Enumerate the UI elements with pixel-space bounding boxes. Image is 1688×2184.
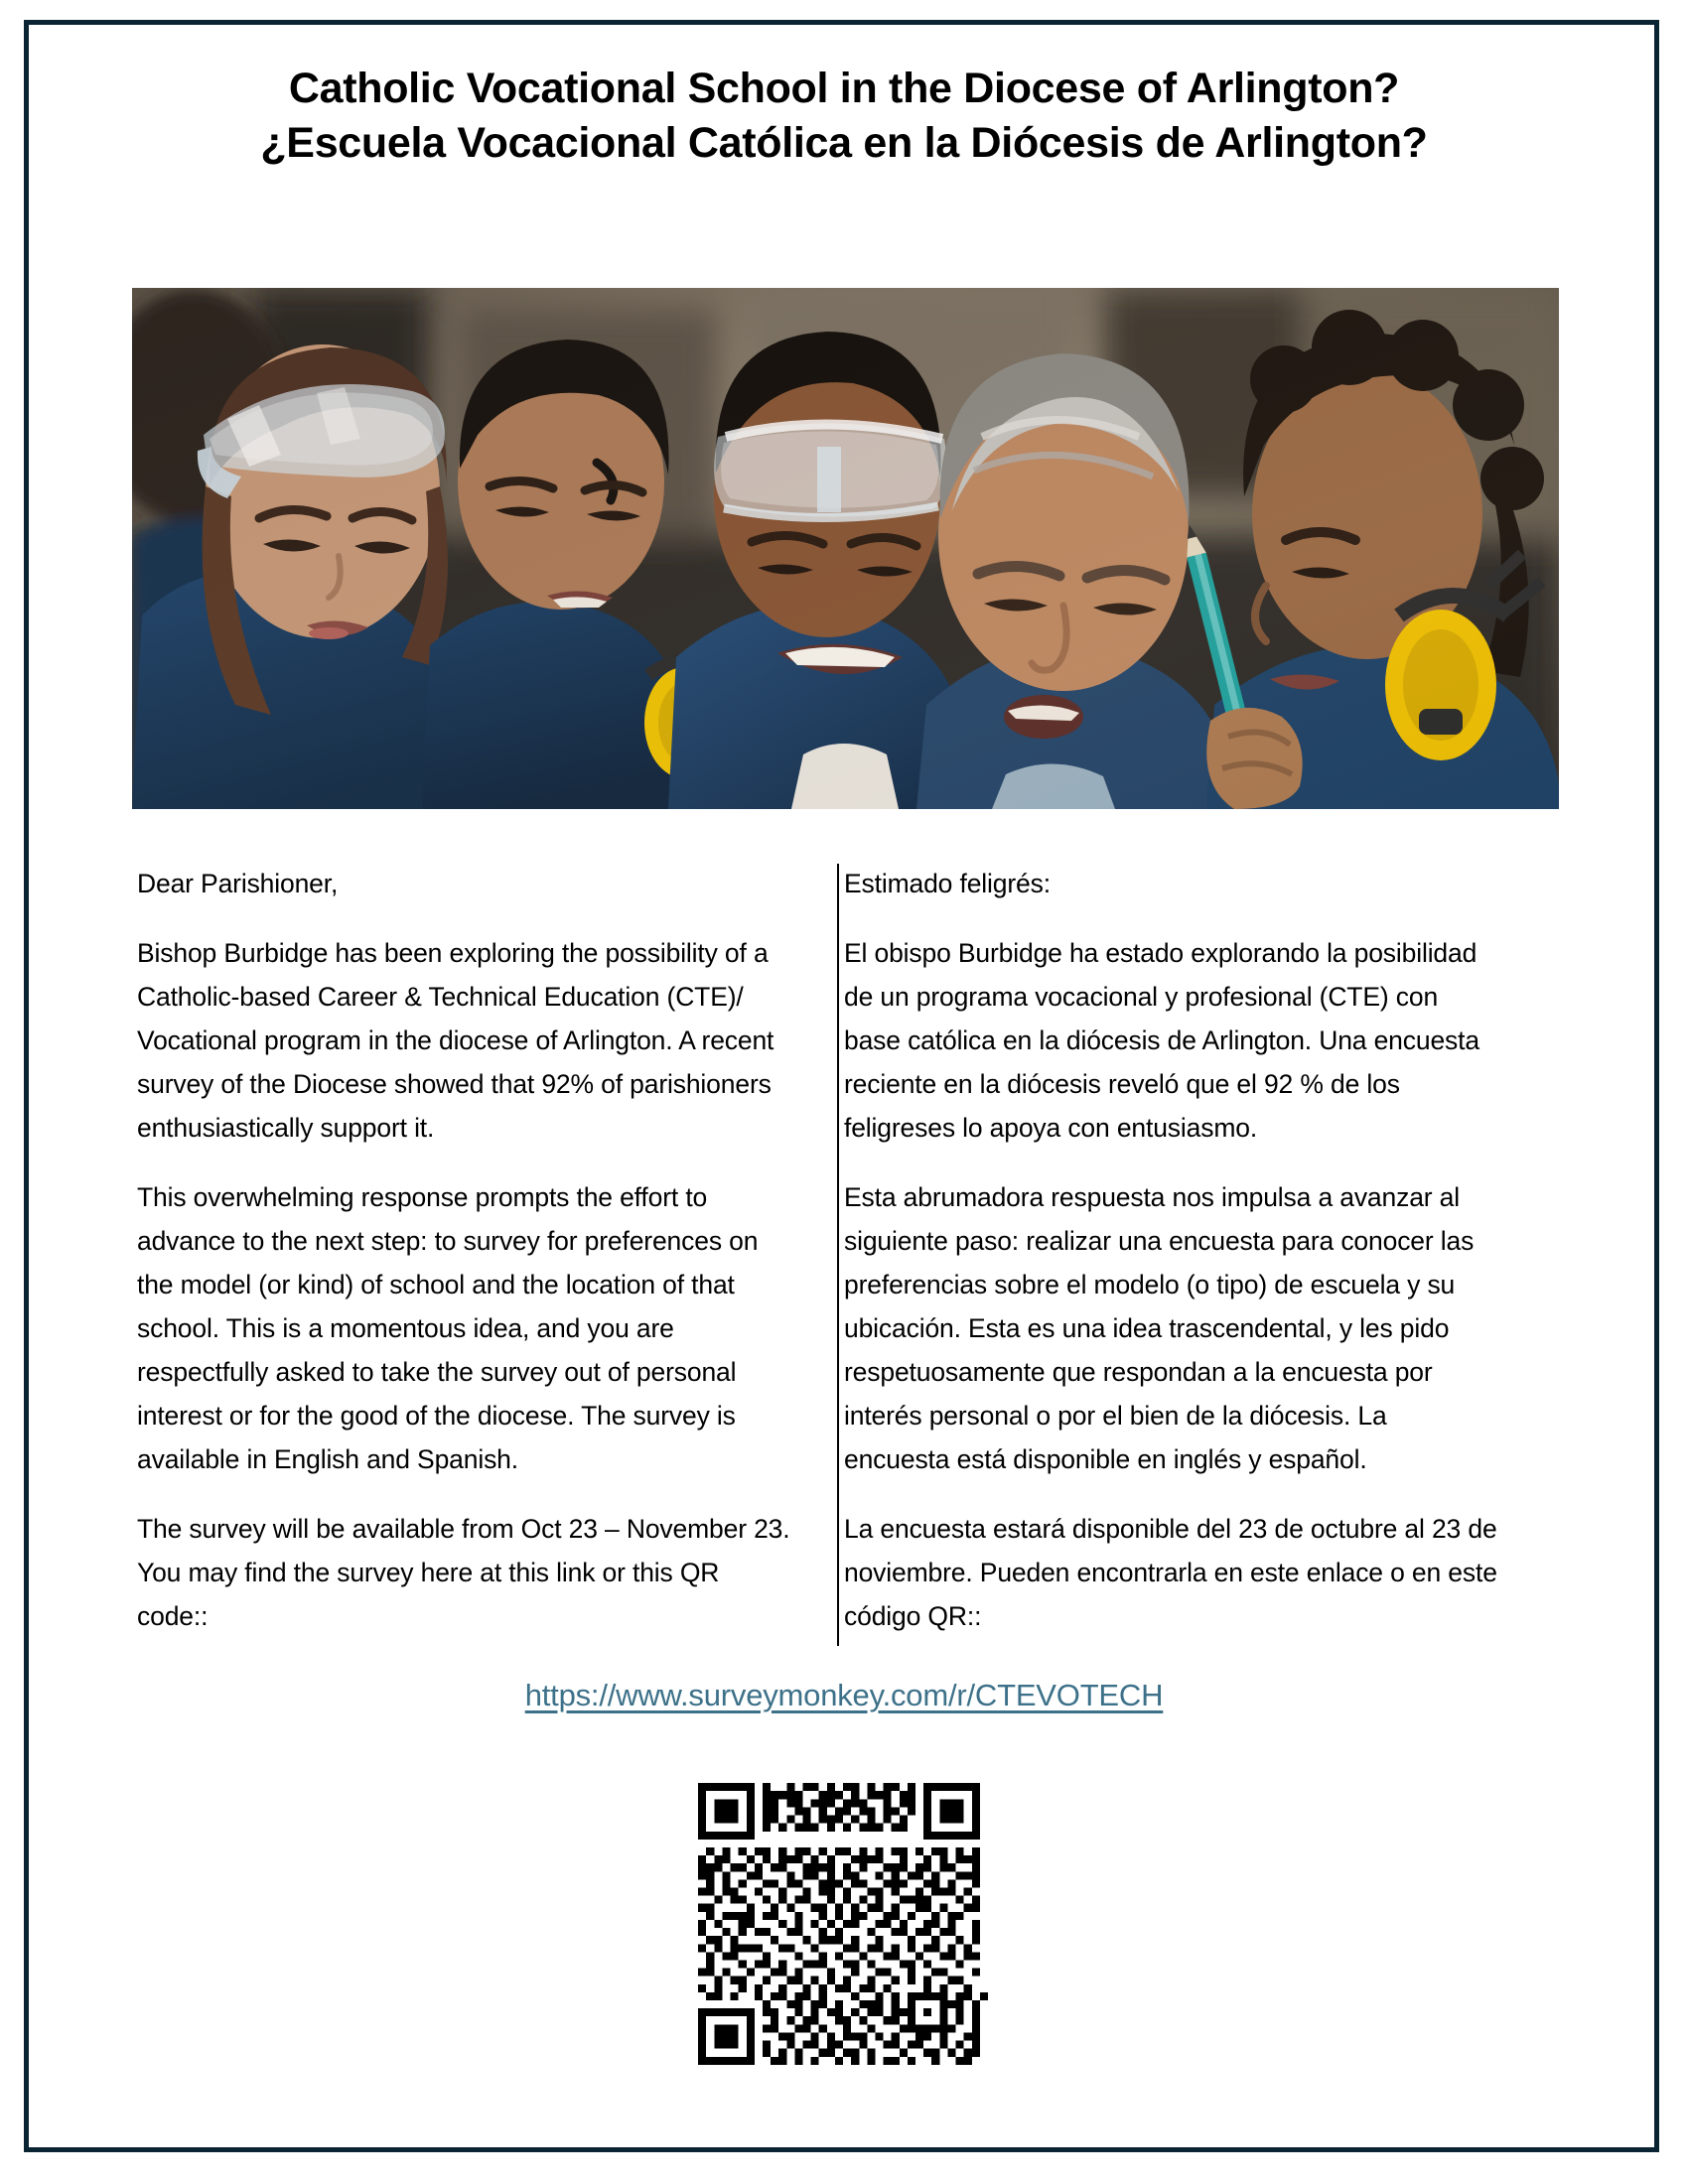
spanish-letter-column [844, 862, 1499, 1638]
spanish-paragraph-2: Esta abrumadora respuesta nos impulsa a avanzar al siguiente paso: realizar una encuesta para conocer las preferencias sobre el modelo (o tipo) de escuela y su ubicación. Esta es una idea trascendental, y les pido respetuosamente que respondan a la encuesta por interés personal o por el bien de la diócesis. La encuesta está disponible en inglés y español. [844, 1182, 1475, 1474]
survey-qr-code[interactable] [678, 1775, 1000, 2073]
english-paragraph-1: Bishop Burbidge has been exploring the possibility of a Catholic-based Career & Technical Education (CTE)/ Vocational program in the diocese of Arlington. A recent survey of the Diocese showed that 92% of parishioners enthusiastically support it. [137, 938, 774, 1143]
english-paragraph-3: The survey will be available from Oct 23 – November 23. You may find the survey here at this link or this QR code:: [137, 1514, 790, 1631]
photo-illustration [132, 288, 1559, 809]
title-english: Catholic Vocational School in the Diocese of Arlington? [288, 65, 1400, 112]
survey-link-row [0, 1678, 1688, 1713]
spanish-salutation: Estimado feligrés: [844, 869, 1051, 898]
page-title [149, 62, 1539, 171]
survey-link[interactable]: https://www.surveymonkey.com/r/CTEVOTECH [524, 1678, 1164, 1712]
english-letter-column [137, 862, 792, 1638]
qr-code-icon [678, 1775, 1000, 2073]
english-salutation: Dear Parishioner, [137, 869, 339, 898]
column-divider [837, 864, 839, 1646]
letter-columns [137, 862, 1537, 1656]
title-spanish: ¿Escuela Vocacional Católica en la Diócesis de Arlington? [260, 119, 1428, 167]
english-paragraph-2: This overwhelming response prompts the effort to advance to the next step: to survey for preferences on the model (or kind) of school and the location of that school. This is a momentous idea, and you are respectfully asked to take the survey out of personal interest or for the good of the diocese. The survey is available in English and Spanish. [137, 1182, 759, 1474]
spanish-paragraph-3: La encuesta estará disponible del 23 de octubre al 23 de noviembre. Pueden encontrarla en este enlace o en este código QR:: [844, 1514, 1497, 1631]
spanish-paragraph-1: El obispo Burbidge ha estado explorando la posibilidad de un programa vocacional y profesional (CTE) con base católica en la diócesis de Arlington. Una encuesta reciente en la diócesis reveló que el 92 % de los feligreses lo apoya con entusiasmo. [844, 938, 1479, 1143]
vocational-students-photo [132, 288, 1559, 809]
